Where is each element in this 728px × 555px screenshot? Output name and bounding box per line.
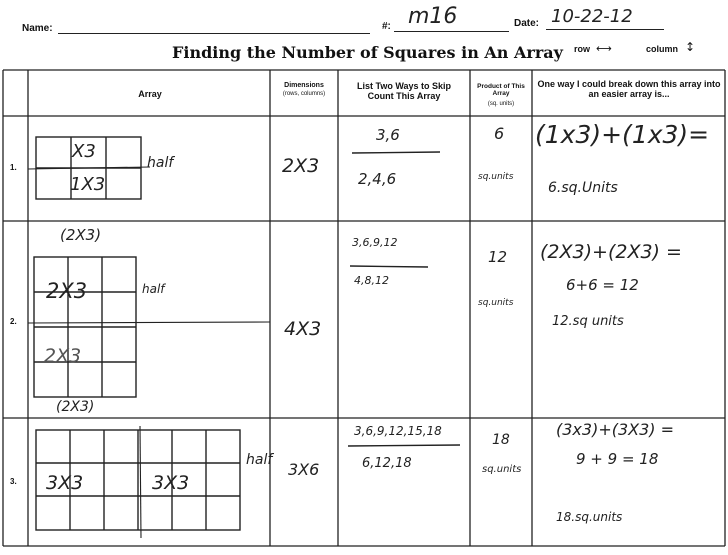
- row3-product-units: sq.units: [482, 464, 522, 475]
- row1-skip-b: 2,4,6: [358, 170, 397, 188]
- up-down-arrow-icon: ↕: [685, 40, 696, 54]
- array-4x3: [28, 257, 270, 397]
- row1-breakdown-result: 6.sq.Units: [548, 180, 618, 196]
- row3-breakdown-sum: 9 + 9 = 18: [576, 450, 659, 468]
- row3-product: 18: [492, 432, 510, 448]
- left-right-arrow-icon: ⟷: [596, 42, 612, 55]
- row3-breakdown-expr: (3x3)+(3X3) =: [556, 420, 675, 439]
- row2-array-bottom: 2X3: [44, 345, 82, 367]
- row3-breakdown-result: 18.sq.units: [556, 510, 623, 524]
- student-number: m16: [408, 4, 458, 29]
- row1-breakdown-expr: (1x3)+(1x3)=: [535, 120, 710, 149]
- row1-array-bottom: 1X3: [70, 174, 106, 195]
- col-header-product-sub: (sq. units): [487, 101, 515, 107]
- row-number-2: 2.: [10, 317, 17, 326]
- row2-breakdown-sum: 6+6 = 12: [566, 276, 639, 294]
- row2-breakdown-expr: (2X3)+(2X3) =: [540, 241, 682, 263]
- row2-array-bottom-note: (2X3): [56, 399, 95, 415]
- row2-product-units: sq.units: [478, 298, 514, 308]
- row-label: row: [574, 44, 591, 54]
- row1-half-note: half: [147, 155, 174, 171]
- row1-skip-a: 3,6: [376, 126, 400, 144]
- row2-array-top-note: (2X3): [60, 226, 102, 244]
- date-label: Date:: [514, 18, 540, 29]
- col-header-breakdown: One way I could break down this array into an easier array is...: [537, 79, 721, 99]
- row2-half-note: half: [142, 282, 165, 296]
- name-label: Name:: [22, 23, 53, 34]
- row2-array-top: 2X3: [46, 279, 88, 303]
- row1-product: 6: [494, 124, 505, 143]
- col-header-dimensions: Dimensions: [284, 82, 324, 89]
- row2-product: 12: [488, 248, 508, 266]
- row1-dimensions: 2X3: [282, 155, 320, 177]
- number-label: #:: [382, 21, 391, 32]
- row3-dimensions: 3X6: [288, 460, 320, 479]
- row2-breakdown-result: 12.sq units: [552, 314, 624, 329]
- col-header-skip: List Two Ways to Skip Count This Array: [356, 81, 451, 101]
- row1-product-units: sq.units: [478, 172, 514, 182]
- date-value: 10-22-12: [551, 6, 633, 27]
- row3-skip-a: 3,6,9,12,15,18: [354, 424, 442, 438]
- row3-half-note: half: [246, 452, 273, 468]
- row-number-3: 3.: [10, 477, 17, 486]
- page-title: Finding the Number of Squares in An Array: [172, 43, 563, 62]
- col-header-dimensions-sub: (rows, columns): [282, 91, 326, 97]
- row2-dimensions: 4X3: [284, 318, 322, 340]
- row2-skip-a: 3,6,9,12: [352, 236, 398, 249]
- col-header-array: Array: [138, 89, 162, 99]
- row3-skip-b: 6,12,18: [362, 456, 412, 471]
- row3-array-left: 3X3: [46, 472, 84, 494]
- row1-array-top: X3: [72, 141, 96, 162]
- column-label: column: [646, 44, 679, 54]
- col-header-product: Product of This Array: [477, 83, 525, 98]
- row-number-1: 1.: [10, 163, 17, 172]
- row2-skip-b: 4,8,12: [354, 274, 389, 287]
- row3-array-right: 3X3: [152, 472, 190, 494]
